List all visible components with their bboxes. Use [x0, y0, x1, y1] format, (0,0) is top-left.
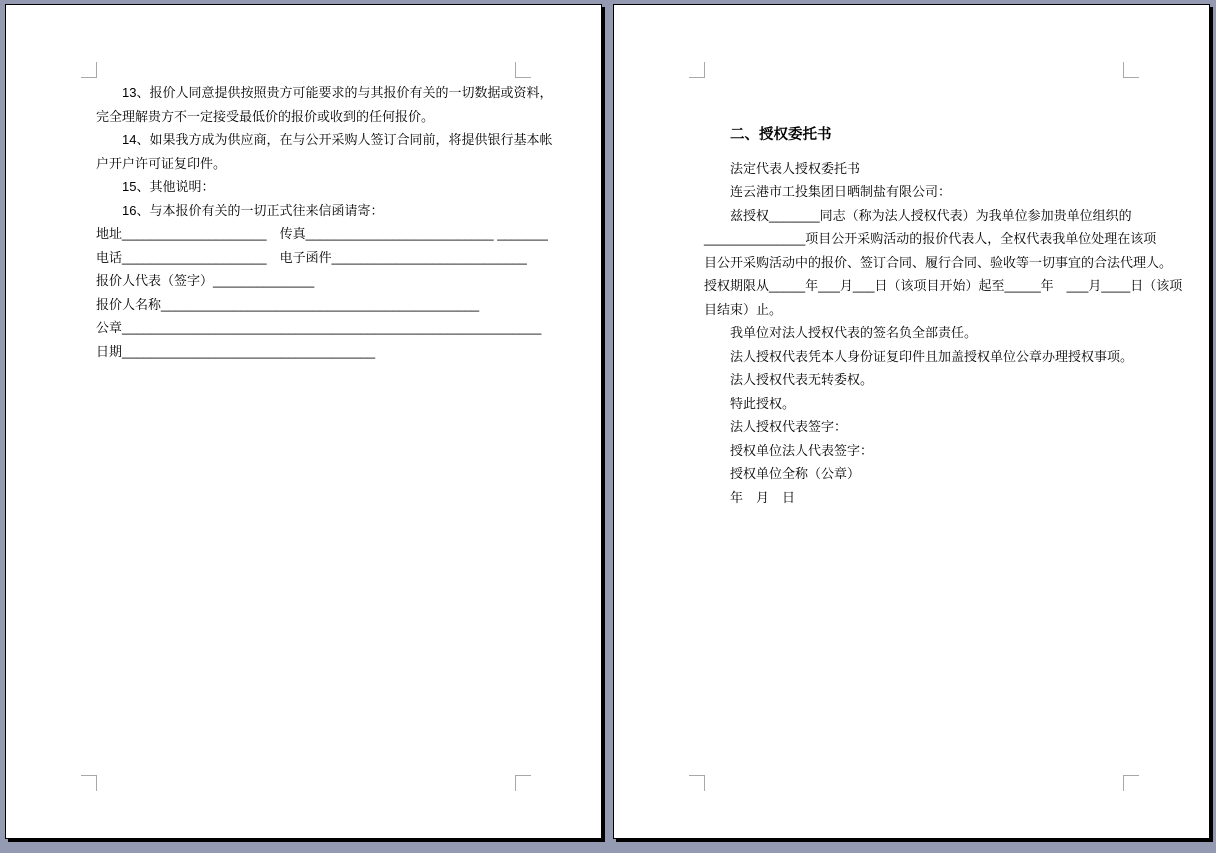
margin-crop-mark-top-right: [1123, 62, 1139, 78]
page-2-text-area[interactable]: [704, 77, 1183, 509]
text-line[interactable]: 法定代表人授权委托书: [730, 160, 861, 176]
margin-crop-mark-top-right: [515, 62, 531, 78]
form-line-agent-signature[interactable]: 法人授权代表签字：: [730, 419, 848, 434]
form-line-legal-representative-signature[interactable]: 授权单位法人代表签字：: [730, 442, 874, 458]
text-line[interactable]: ______________项目公开采购活动的报价代表人，全权代表我单位处理在该项: [704, 231, 1157, 246]
document-page-2[interactable]: [613, 4, 1210, 839]
text-line[interactable]: 法人授权代表无转委权。: [730, 372, 874, 387]
text-line[interactable]: 完全理解贵方不一定接受最低价的报价或收到的任何报价。: [96, 108, 435, 124]
margin-crop-mark-bottom-right: [1123, 775, 1139, 791]
form-line-phone-email[interactable]: 电话____________________ 电子函件___________________________: [96, 249, 527, 265]
section-heading[interactable]: 二、授权委托书: [730, 127, 832, 143]
form-line-unit-name-seal[interactable]: 授权单位全称（公章）: [730, 466, 861, 481]
page-1-text-area[interactable]: [96, 77, 553, 363]
text-line[interactable]: 法人授权代表凭本人身份证复印件且加盖授权单位公章办理授权事项。: [730, 348, 1134, 364]
text-line[interactable]: 户开户许可证复印件。: [96, 155, 227, 171]
margin-crop-mark-bottom-left: [81, 775, 97, 791]
form-line-address-fax[interactable]: 地址____________________ 传真__________________________ _______: [96, 226, 548, 241]
document-page-1[interactable]: [5, 4, 602, 839]
form-line-date[interactable]: 年 月 日: [730, 489, 796, 505]
text-line[interactable]: 授权期限从_____年___月___日（该项目开始）起至_____年 ___月____日（该项: [704, 278, 1183, 293]
text-line[interactable]: 16、与本报价有关的一切正式往来信函请寄：: [122, 202, 384, 218]
text-line[interactable]: 兹授权_______同志（称为法人授权代表）为我单位参加贵单位组织的: [730, 207, 1132, 223]
text-line[interactable]: 特此授权。: [730, 395, 796, 411]
text-line[interactable]: 目结束）止。: [704, 301, 783, 317]
form-line-bidder-name[interactable]: 报价人名称____________________________________________: [96, 296, 480, 312]
margin-crop-mark-bottom-left: [689, 775, 705, 791]
margin-crop-mark-top-left: [689, 62, 705, 78]
form-line-date[interactable]: 日期___________________________________: [96, 343, 376, 359]
margin-crop-mark-top-left: [81, 62, 97, 78]
margin-crop-mark-bottom-right: [515, 775, 531, 791]
form-line-representative-signature[interactable]: 报价人代表（签字）______________: [96, 273, 315, 288]
text-line[interactable]: 15、其他说明：: [122, 179, 215, 194]
text-line[interactable]: 14、如果我方成为供应商，在与公开采购人签订合同前，将提供银行基本帐: [122, 132, 553, 147]
text-line[interactable]: 13、报价人同意提供按照贵方可能要求的与其报价有关的一切数据或资料，: [122, 85, 553, 100]
text-line[interactable]: 目公开采购活动中的报价、签订合同、履行合同、验收等一切事宜的合法代理人。: [704, 254, 1173, 270]
form-line-official-seal[interactable]: 公章__________________________________________________________: [96, 320, 542, 335]
text-line[interactable]: 我单位对法人授权代表的签名负全部责任。: [730, 325, 978, 340]
text-line[interactable]: 连云港市工投集团日晒制盐有限公司：: [730, 184, 952, 199]
